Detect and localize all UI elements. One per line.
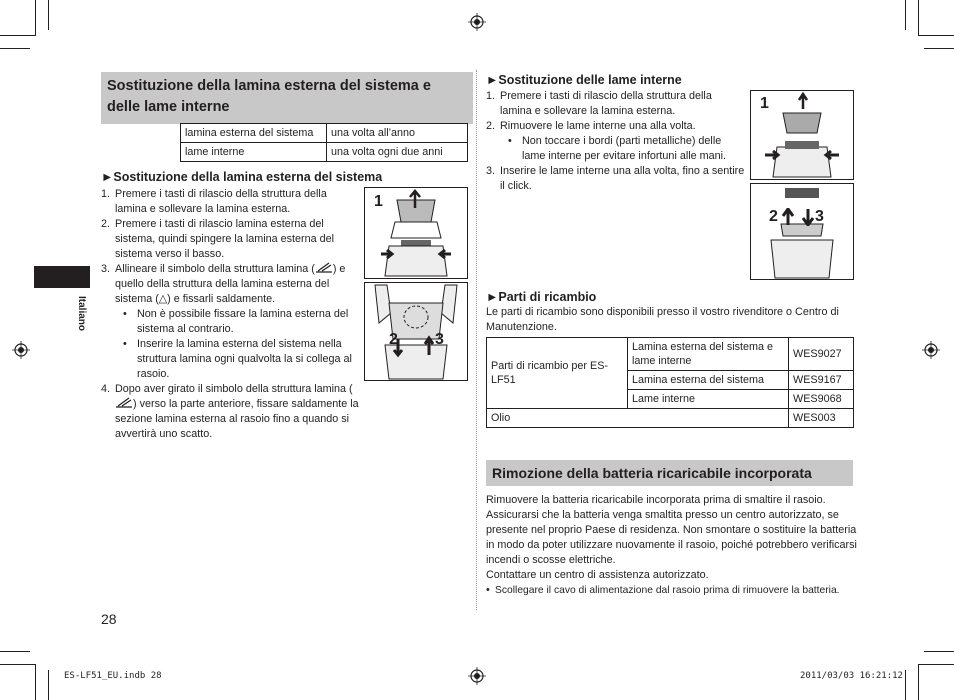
table-cell: Lame interne [628, 390, 789, 409]
registration-mark-icon [12, 341, 30, 359]
list-item [500, 134, 746, 164]
crop-mark [905, 0, 906, 30]
crop-mark [0, 35, 36, 36]
shaver-head-icon [751, 184, 853, 279]
table-cell: WES9027 [789, 338, 854, 371]
replacement-interval-table [180, 123, 468, 162]
arrow-down-icon [801, 208, 815, 226]
language-tab [34, 266, 90, 288]
arrow-up-icon [781, 208, 795, 226]
battery-text [486, 493, 858, 598]
step-text: ) e fissarli saldamente. [167, 293, 276, 305]
paragraph: Rimuovere la batteria ricaricabile incorporata prima di smaltire il rasoio. Assicurarsi che la batteria venga smaltita presso un centro autorizzato, se presente nel proprio Paese di residenza. Non smontare o sostituire la batteria in modo da poter utilizzare nuovamente il rasoio, poiché potrebbero verificarsi incendi o scosse elettriche. [486, 494, 857, 566]
step-text: Allineare il simbolo della struttura lamina ( [115, 263, 315, 275]
illustration-blade-insertion [750, 183, 854, 280]
step-text: ) verso la parte anteriore, fissare saldamente la sezione lamina esterna al rasoio fino a quando si avvertirà uno scatto. [115, 398, 359, 440]
bullet: • [486, 584, 490, 596]
list-item [101, 262, 359, 382]
bullet-text: Non è possibile fissare la lamina esterna del sistema al contrario. [137, 308, 349, 335]
section-heading-replacement [101, 72, 473, 124]
crop-mark [0, 48, 30, 49]
inner-blades-steps [486, 89, 746, 194]
bullet-text: Non toccare i bordi (parti metalliche) delle lame interne per evitare infortuni alle mani. [522, 135, 727, 162]
crop-mark [35, 0, 36, 36]
step-text: Rimuovere le lame interne una alla volta. [500, 120, 696, 132]
step-text: Premere i tasti di rilascio della struttura della lamina e sollevare la lamina esterna. [115, 188, 327, 215]
list-item [115, 337, 359, 382]
table-cell: Parti di ricambio per ES-LF51 [487, 338, 628, 409]
table-cell: Olio [487, 409, 789, 428]
step-text: Premere i tasti di rilascio della struttura della lamina e sollevare la lamina esterna. [500, 90, 712, 117]
registration-mark-icon [468, 667, 486, 685]
step-number: 2. [101, 218, 111, 230]
illustration-foil-removal [364, 187, 468, 279]
bullet: • [508, 135, 512, 147]
spare-parts-table [486, 337, 854, 428]
section-heading-text: Rimozione della batteria ricaricabile incorporata [492, 465, 812, 481]
sub-heading-text: Sostituzione delle lame interne [498, 73, 682, 87]
table-row [487, 338, 854, 371]
table-cell: una volta ogni due anni [327, 143, 468, 162]
list-item [101, 187, 359, 217]
step-number: 2. [486, 120, 496, 132]
arrow-icon: ► [486, 73, 499, 87]
page-number: 28 [101, 611, 117, 627]
registration-mark-icon [922, 341, 940, 359]
table-row [487, 409, 854, 428]
step-number: 1. [486, 90, 496, 102]
footer-timestamp: 2011/03/03 16:21:12 [800, 671, 903, 681]
figure-step-label: 1 [374, 193, 383, 210]
crop-mark [924, 48, 954, 49]
crop-mark [918, 0, 919, 36]
list-item [486, 89, 746, 119]
crop-mark [924, 651, 954, 652]
triangle-symbol-icon: △ [158, 293, 168, 305]
step-number: 3. [486, 165, 496, 177]
crop-mark [918, 35, 954, 36]
language-label: Italiano [76, 296, 87, 332]
foil-frame-symbol-icon [315, 262, 333, 273]
table-cell: WES9167 [789, 371, 854, 390]
step-number: 1. [101, 188, 111, 200]
arrow-icon: ► [486, 290, 499, 304]
column-divider [476, 70, 478, 610]
figure-step-label: 1 [760, 95, 769, 112]
figure-step-label: 2 [389, 331, 398, 348]
step-number: 4. [101, 383, 111, 395]
sub-heading-spare-parts [486, 290, 596, 304]
table-cell: lamina esterna del sistema [181, 124, 327, 143]
footer-file: ES-LF51_EU.indb 28 [64, 671, 162, 681]
illustration-blade-removal [750, 90, 854, 180]
list-item [115, 307, 359, 337]
sub-heading-text: Parti di ricambio [498, 290, 597, 304]
shaver-head-icon [365, 283, 467, 380]
section-heading-battery [486, 460, 853, 486]
table-row [181, 124, 468, 143]
list-item [486, 583, 858, 598]
list-item [486, 119, 746, 164]
step-text: Inserire le lame interne una alla volta, fino a sentire il click. [500, 165, 745, 192]
step-text: Premere i tasti di rilascio lamina esterna del sistema, quindi spingere la lamina esterna del sistema verso il basso. [115, 218, 335, 260]
sub-heading-outer-foil [101, 170, 382, 184]
crop-mark [0, 651, 30, 652]
paragraph: Contattare un centro di assistenza autorizzato. [486, 569, 709, 581]
table-cell: Lamina esterna del sistema [628, 371, 789, 390]
table-cell: una volta all’anno [327, 124, 468, 143]
list-item [486, 164, 746, 194]
table-row [181, 143, 468, 162]
bullet-text: Inserire la lamina esterna del sistema nella struttura lamina ogni qualvolta la si collega al rasoio. [137, 338, 352, 380]
step-text: ) e quello della struttura della lamina esterna del sistema ( [115, 263, 346, 305]
crop-mark [918, 664, 919, 700]
bullet-text: Scollegare il cavo di alimentazione dal rasoio prima di rimuovere la batteria. [495, 585, 840, 596]
crop-mark [918, 664, 954, 665]
step-text: Dopo aver girato il simbolo della struttura lamina ( [115, 383, 353, 395]
list-item [101, 217, 359, 262]
bullet: • [123, 308, 127, 320]
registration-mark-icon [468, 13, 486, 31]
table-cell: WES9068 [789, 390, 854, 409]
bullet: • [123, 338, 127, 350]
outer-foil-steps [101, 187, 359, 442]
crop-mark [48, 0, 49, 30]
crop-mark [35, 664, 36, 700]
table-cell: WES003 [789, 409, 854, 428]
section-heading-text: Sostituzione della lamina esterna del sistema e delle lame interne [107, 78, 431, 115]
foil-frame-symbol-icon [115, 397, 133, 408]
crop-mark [48, 670, 49, 700]
figure-step-label: 2 [769, 208, 778, 225]
sub-heading-inner-blades [486, 73, 682, 87]
table-cell: Lamina esterna del sistema e lame interne [628, 338, 789, 371]
sub-heading-text: Sostituzione della lamina esterna del sistema [113, 170, 383, 184]
spare-parts-intro: Le parti di ricambio sono disponibili presso il vostro rivenditore o Centro di Manutenzione. [486, 306, 839, 333]
step-number: 3. [101, 263, 111, 275]
illustration-foil-insertion [364, 282, 468, 381]
arrow-icon: ► [101, 170, 114, 184]
figure-step-label: 3 [815, 208, 824, 225]
crop-mark [905, 670, 906, 700]
crop-mark [0, 664, 36, 665]
table-cell: lame interne [181, 143, 327, 162]
list-item [101, 382, 359, 442]
figure-step-label: 3 [435, 331, 444, 348]
